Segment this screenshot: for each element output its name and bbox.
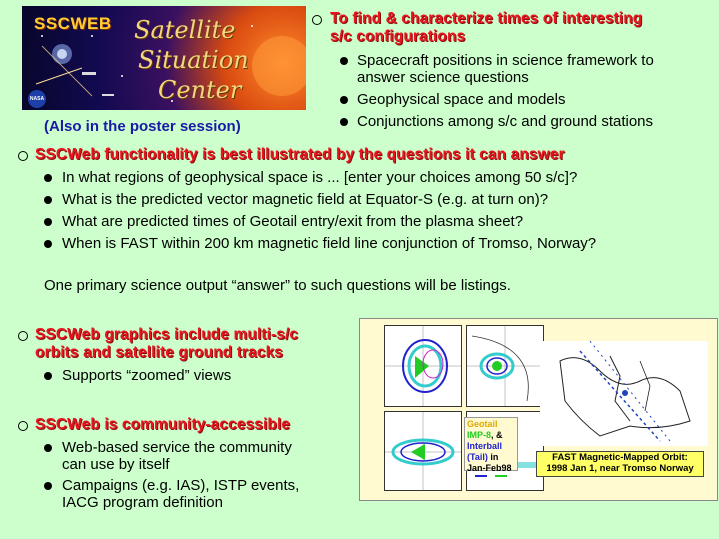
- section-marker-1: [312, 15, 322, 25]
- question-1: In what regions of geophysical space is ... [enter your choices among 50 s/c]?: [62, 169, 578, 186]
- section-marker-4: [18, 421, 28, 431]
- orbit-plot-panel: [466, 325, 544, 407]
- bullet-dot: [44, 240, 52, 248]
- orbit-plot-1: [385, 326, 461, 406]
- bullet-dot: [44, 482, 52, 490]
- section-marker-2: [18, 151, 28, 161]
- orbit-plot-2: [467, 326, 543, 406]
- top-bullet-1-line2: answer science questions: [357, 69, 529, 86]
- top-bullet-1: [357, 52, 654, 86]
- graphics-heading: [35, 326, 298, 362]
- legend-in: in: [487, 452, 499, 462]
- nasa-logo-text: NASA: [29, 96, 45, 102]
- logo-center: Center: [158, 76, 242, 104]
- bullet-dot: [340, 118, 348, 126]
- legend-geotail: Geotail: [467, 419, 498, 429]
- ground-track-map-drawing: [540, 341, 708, 446]
- top-bullet-3: Conjunctions among s/c and ground stations: [357, 113, 654, 130]
- bullet-dot: [44, 218, 52, 226]
- community-bullet-1: [62, 439, 292, 473]
- logo-sscweb-text: SSCWEB: [34, 14, 112, 33]
- question-3: What are predicted times of Geotail entry/exit from the plasma sheet?: [62, 213, 524, 230]
- question-4: When is FAST within 200 km magnetic field line conjunction of Tromso, Norway?: [62, 235, 597, 252]
- poster-note: (Also in the poster session): [44, 118, 241, 135]
- question-2: What is the predicted vector magnetic field at Equator-S (e.g. at turn on)?: [62, 191, 549, 208]
- logo-situation: Situation: [138, 46, 249, 74]
- section-marker-3: [18, 331, 28, 341]
- community-bullet-2-line2: IACG program definition: [62, 494, 223, 511]
- legend-interball: Interball: [467, 441, 503, 451]
- bullet-dot: [44, 196, 52, 204]
- sscweb-logo: [22, 6, 306, 110]
- fast-caption-line2: 1998 Jan 1, near Tromso Norway: [546, 463, 694, 474]
- top-heading-line2: s/c configurations: [330, 28, 466, 45]
- community-heading: SSCWeb is community-accessible: [35, 416, 291, 433]
- bullet-dot: [340, 57, 348, 65]
- legend-tail: (Tail): [467, 452, 488, 462]
- top-heading: [330, 10, 642, 46]
- ground-track-map: [540, 341, 708, 446]
- fast-caption: [536, 451, 704, 477]
- orbit-legend: [464, 417, 518, 471]
- bullet-dot: [44, 444, 52, 452]
- legend-dates: Jan-Feb98: [467, 463, 512, 473]
- community-bullet-2: [62, 477, 299, 511]
- orbit-plot-panel: [384, 411, 462, 491]
- legend-amp: , &: [491, 430, 503, 440]
- bullet-dot: [340, 96, 348, 104]
- logo-satellite: Satellite: [134, 16, 236, 44]
- fast-caption-line1: FAST Magnetic-Mapped Orbit:: [552, 452, 688, 463]
- community-bullet-1-line2: can use by itself: [62, 456, 170, 473]
- orbit-plot-3: [385, 412, 461, 490]
- graphics-bullet-1: Supports “zoomed” views: [62, 367, 232, 384]
- orbit-plot-panel: [384, 325, 462, 407]
- top-bullet-1-line1: Spacecraft positions in science framework to: [357, 52, 654, 69]
- bullet-dot: [44, 372, 52, 380]
- top-heading-line1: To find & characterize times of interesting: [330, 10, 643, 27]
- top-bullet-2: Geophysical space and models: [357, 91, 566, 108]
- functionality-heading: SSCWeb functionality is best illustrated by the questions it can answer: [35, 146, 565, 163]
- summary-text: One primary science output “answer” to such questions will be listings.: [44, 277, 511, 294]
- graphics-heading-line1: SSCWeb graphics include multi-s/c: [35, 326, 299, 343]
- graphics-heading-line2: orbits and satellite ground tracks: [35, 344, 284, 361]
- community-bullet-1-line1: Web-based service the community: [62, 439, 292, 456]
- nasa-logo: [28, 90, 46, 108]
- orbit-plots-figure: [359, 318, 718, 501]
- community-bullet-2-line1: Campaigns (e.g. IAS), ISTP events,: [62, 477, 300, 494]
- bullet-dot: [44, 174, 52, 182]
- legend-imp8: IMP-8: [467, 430, 492, 440]
